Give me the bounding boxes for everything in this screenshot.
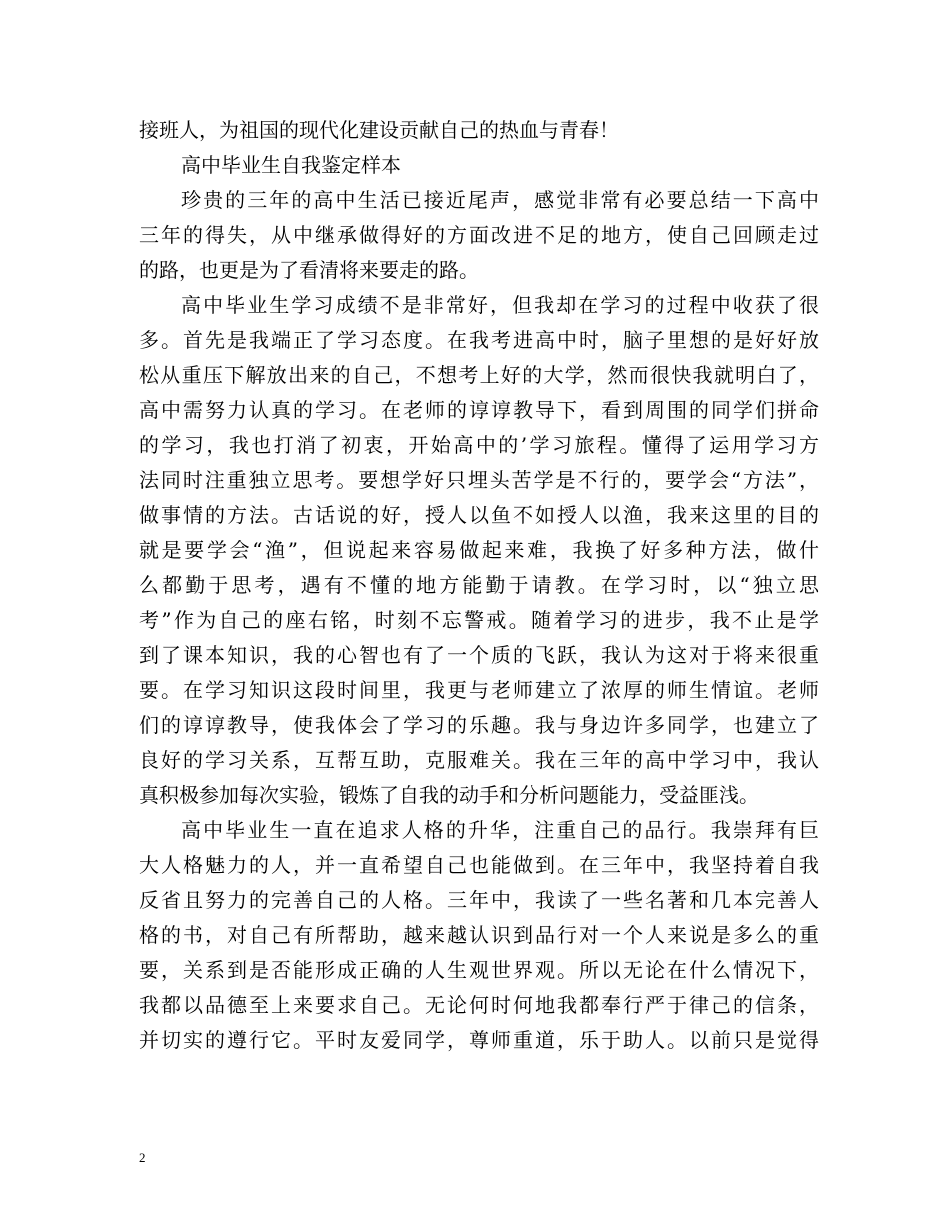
text-line: 就是要学会“渔”，但说起来容易做起来难，我换了好多种方法，做什 bbox=[139, 538, 819, 562]
text-line: 良好的学习关系，互帮互助，克服难关。我在三年的高中学习中，我认 bbox=[139, 748, 819, 772]
text-line: 到了课本知识，我的心智也有了一个质的飞跃，我认为这对于将来很重 bbox=[139, 643, 819, 667]
text-line: 大人格魅力的人，并一直希望自己也能做到。在三年中，我坚持着自我 bbox=[139, 853, 819, 877]
text-line: 我都以品德至上来要求自己。无论何时何地我都奉行严于律己的信条， bbox=[139, 993, 819, 1017]
text-line: 们的谆谆教导，使我体会了学习的乐趣。我与身边许多同学，也建立了 bbox=[139, 713, 819, 737]
text-line: 的路，也更是为了看清将来要走的路。 bbox=[139, 258, 479, 282]
text-line: 要，关系到是否能形成正确的人生观世界观。所以无论在什么情况下， bbox=[139, 958, 819, 982]
page-number: 2 bbox=[139, 1150, 146, 1165]
text-line: 么都勤于思考，遇有不懂的地方能勤于请教。在学习时，以“独立思 bbox=[139, 573, 819, 597]
text-line: 高中毕业生自我鉴定样本 bbox=[181, 153, 401, 177]
text-line: 高中毕业生学习成绩不是非常好，但我却在学习的过程中收获了很 bbox=[181, 293, 819, 317]
text-line: 珍贵的三年的高中生活已接近尾声，感觉非常有必要总结一下高中 bbox=[181, 188, 819, 212]
text-line: 真积极参加每次实验，锻炼了自我的动手和分析问题能力，受益匪浅。 bbox=[139, 783, 759, 807]
text-line: 考”作为自己的座右铭，时刻不忘警戒。随着学习的进步，我不止是学 bbox=[139, 608, 819, 632]
text-line: 格的书，对自己有所帮助，越来越认识到品行对一个人来说是多么的重 bbox=[139, 923, 819, 947]
text-line: 多。首先是我端正了学习态度。在我考进高中时，脑子里想的是好好放 bbox=[139, 328, 819, 352]
text-line: 做事情的方法。古话说的好，授人以鱼不如授人以渔，我来这里的目的 bbox=[139, 503, 819, 527]
text-line: 接班人，为祖国的现代化建设贡献自己的热血与青春！ bbox=[139, 118, 619, 142]
text-line: 法同时注重独立思考。要想学好只埋头苦学是不行的，要学会“方法”， bbox=[139, 468, 819, 492]
text-line: 高中需努力认真的学习。在老师的谆谆教导下，看到周围的同学们拼命 bbox=[139, 398, 819, 422]
text-line: 的学习，我也打消了初衷，开始高中的’学习旅程。懂得了运用学习方 bbox=[139, 433, 819, 457]
text-line: 高中毕业生一直在追求人格的升华，注重自己的品行。我崇拜有巨 bbox=[181, 818, 819, 842]
text-line: 反省且努力的完善自己的人格。三年中，我读了一些名著和几本完善人 bbox=[139, 888, 819, 912]
text-line: 三年的得失，从中继承做得好的方面改进不足的地方，使自己回顾走过 bbox=[139, 223, 819, 247]
text-line: 要。在学习知识这段时间里，我更与老师建立了浓厚的师生情谊。老师 bbox=[139, 678, 819, 702]
body-text bbox=[139, 113, 819, 1058]
text-line: 并切实的遵行它。平时友爱同学，尊师重道，乐于助人。以前只是觉得 bbox=[139, 1028, 819, 1052]
text-line: 松从重压下解放出来的自己，不想考上好的大学，然而很快我就明白了， bbox=[139, 363, 819, 387]
